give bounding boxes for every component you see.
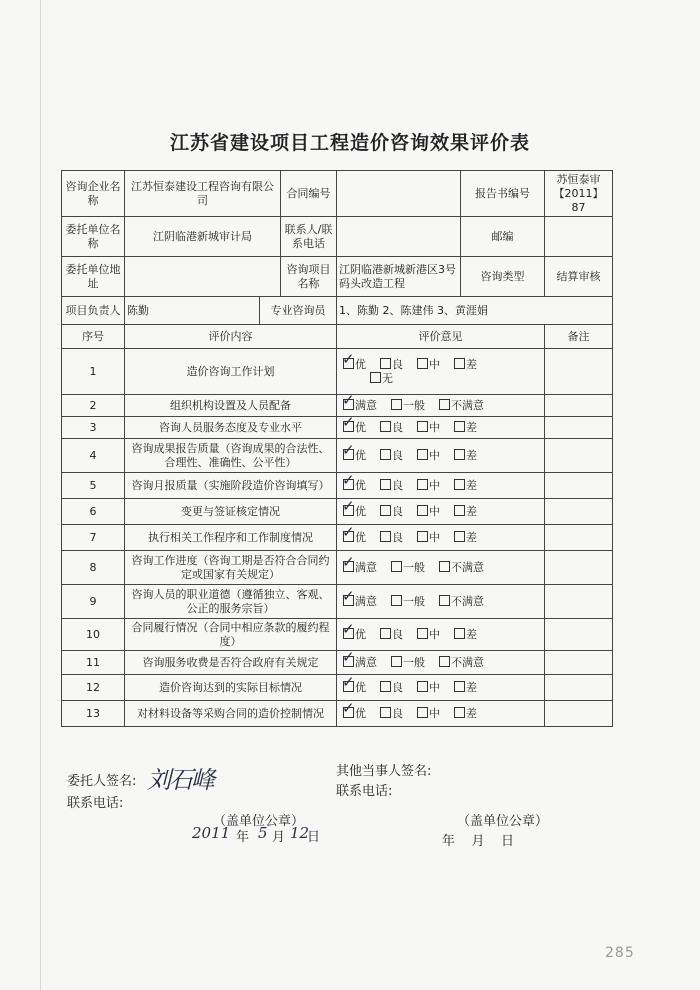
type-value: 结算审核 xyxy=(545,257,613,297)
checkbox[interactable] xyxy=(342,586,355,606)
rating-option-label: 优 xyxy=(355,420,366,434)
rating-option-label: 良 xyxy=(392,706,403,720)
firm-value: 江苏恒泰建设工程咨询有限公司 xyxy=(125,171,281,217)
checkbox[interactable] xyxy=(380,707,391,718)
client-phone-label: 联系电话: xyxy=(67,796,124,811)
rating-option[interactable] xyxy=(342,349,366,371)
row-item: 造价咨询工作计划 xyxy=(125,349,337,395)
page-number: 285 xyxy=(605,945,635,961)
client-date-day-char: 日 xyxy=(307,830,321,845)
rating-option[interactable] xyxy=(342,394,377,412)
rating-option-label: 良 xyxy=(392,504,403,518)
rating-option-label: 差 xyxy=(466,448,477,462)
check-mark-icon: ✓ xyxy=(342,472,355,489)
row-remark xyxy=(545,349,613,395)
client-stamp-note: （盖单位公章） xyxy=(213,814,305,829)
client-label: 委托单位名称 xyxy=(62,217,125,257)
row-item: 造价咨询达到的实际目标情况 xyxy=(125,675,337,701)
checkbox[interactable] xyxy=(380,531,391,542)
row-number: 1 xyxy=(62,349,125,395)
checkbox[interactable] xyxy=(380,358,391,369)
check-mark-icon: ✓ xyxy=(342,416,355,431)
client-date-month: 5 xyxy=(258,824,268,842)
client-date-day: 12 xyxy=(290,824,310,842)
rating-option[interactable] xyxy=(380,681,403,694)
firm-label: 咨询企业名称 xyxy=(62,171,125,217)
rating-option[interactable] xyxy=(417,707,440,720)
row-item: 咨询人员服务态度及专业水平 xyxy=(125,417,337,439)
rating-option[interactable] xyxy=(417,421,440,434)
row-opinion xyxy=(337,417,545,439)
checkbox[interactable] xyxy=(342,498,355,516)
rating-option-label: 差 xyxy=(466,478,477,492)
rating-option[interactable] xyxy=(439,656,484,669)
contact-label: 联系人/联系电话 xyxy=(281,217,337,257)
rating-option[interactable] xyxy=(370,372,393,385)
checkbox[interactable] xyxy=(417,628,428,639)
contract-label: 合同编号 xyxy=(281,171,337,217)
checkbox[interactable] xyxy=(342,619,355,639)
checkbox[interactable] xyxy=(380,505,391,516)
checkbox[interactable] xyxy=(454,505,465,516)
checkbox[interactable] xyxy=(417,707,428,718)
checkbox[interactable] xyxy=(454,681,465,692)
checkbox[interactable] xyxy=(439,561,450,572)
rating-option[interactable] xyxy=(454,707,477,720)
table-row xyxy=(62,417,613,439)
table-row xyxy=(62,349,613,395)
other-phone-label: 联系电话: xyxy=(336,784,393,799)
row-opinion xyxy=(337,473,545,499)
row-remark xyxy=(545,619,613,651)
checkbox[interactable] xyxy=(342,552,355,572)
client-date-year: 2011 xyxy=(192,824,231,842)
rating-option-label: 优 xyxy=(355,530,366,544)
lead-label: 项目负责人 xyxy=(62,297,125,325)
row-number: 3 xyxy=(62,417,125,439)
check-mark-icon: ✓ xyxy=(342,700,355,717)
rating-option-label: 优 xyxy=(355,706,366,720)
rating-option-label: 良 xyxy=(392,420,403,434)
rating-option[interactable] xyxy=(454,449,477,462)
row-number: 13 xyxy=(62,701,125,727)
rating-option[interactable] xyxy=(417,449,440,462)
rating-option-label: 不满意 xyxy=(451,594,484,608)
checkbox[interactable] xyxy=(454,707,465,718)
row-remark xyxy=(545,675,613,701)
rating-option-label: 一般 xyxy=(403,655,425,669)
checkbox[interactable] xyxy=(417,681,428,692)
row-remark xyxy=(545,701,613,727)
contract-value xyxy=(337,171,461,217)
check-mark-icon: ✓ xyxy=(342,440,355,459)
row-remark xyxy=(545,551,613,585)
rating-option[interactable] xyxy=(391,399,425,412)
checkbox[interactable] xyxy=(454,531,465,542)
row-number: 7 xyxy=(62,525,125,551)
rating-option-label: 中 xyxy=(429,504,440,518)
rating-option-label: 差 xyxy=(466,420,477,434)
rating-option-label: 满意 xyxy=(355,398,377,412)
check-mark-icon: ✓ xyxy=(342,349,355,368)
other-sign-label: 其他当事人签名: xyxy=(336,764,432,779)
row-opinion xyxy=(337,551,545,585)
rating-option[interactable] xyxy=(380,449,403,462)
document-title: 江苏省建设项目工程造价咨询效果评价表 xyxy=(169,132,530,154)
rating-option-label: 良 xyxy=(392,357,403,371)
rating-option[interactable] xyxy=(417,531,440,544)
table-row xyxy=(62,619,613,651)
checkbox[interactable] xyxy=(380,628,391,639)
rating-option[interactable] xyxy=(342,586,377,608)
rating-option[interactable] xyxy=(439,595,484,608)
rating-option-label: 差 xyxy=(466,530,477,544)
col-header-no: 序号 xyxy=(62,325,125,349)
row-remark xyxy=(545,499,613,525)
rating-option-label: 中 xyxy=(429,706,440,720)
rating-option-label: 优 xyxy=(355,357,366,371)
row-number: 9 xyxy=(62,585,125,619)
rating-option[interactable] xyxy=(417,628,440,641)
checkbox[interactable] xyxy=(417,505,428,516)
checkbox[interactable] xyxy=(391,656,402,667)
type-label: 咨询类型 xyxy=(461,257,545,297)
rating-option[interactable] xyxy=(454,681,477,694)
row-opinion xyxy=(337,619,545,651)
row-opinion xyxy=(337,651,545,675)
rating-option[interactable] xyxy=(391,595,425,608)
checkbox[interactable] xyxy=(342,394,355,410)
rating-option[interactable] xyxy=(391,656,425,669)
row-number: 11 xyxy=(62,651,125,675)
rating-option[interactable] xyxy=(454,505,477,518)
checkbox[interactable] xyxy=(342,524,355,542)
rating-option-label: 一般 xyxy=(403,560,425,574)
rating-option[interactable] xyxy=(342,498,366,518)
row-remark xyxy=(545,651,613,675)
checkbox[interactable] xyxy=(417,449,428,460)
lead-value: 陈勤 xyxy=(125,297,260,325)
handwritten-signature: 刘石峰 xyxy=(147,766,213,794)
table-row xyxy=(62,395,613,417)
checkbox[interactable] xyxy=(380,479,391,490)
col-header-opinion: 评价意见 xyxy=(337,325,545,349)
checkbox[interactable] xyxy=(417,479,428,490)
rating-option-label: 优 xyxy=(355,478,366,492)
row-opinion xyxy=(337,525,545,551)
row-item: 合同履行情况（合同中相应条款的履约程度） xyxy=(125,619,337,651)
rating-option[interactable] xyxy=(342,674,366,694)
row-item: 咨询成果报告质量（咨询成果的合法性、合理性、准确性、公平性） xyxy=(125,439,337,473)
row-remark xyxy=(545,395,613,417)
checkbox[interactable] xyxy=(342,472,355,490)
client-date-month-char: 月 xyxy=(272,830,286,845)
check-mark-icon: ✓ xyxy=(342,498,355,515)
row-item: 变更与签证核定情况 xyxy=(125,499,337,525)
rating-option[interactable] xyxy=(439,561,484,574)
rating-option-label: 中 xyxy=(429,448,440,462)
checkbox[interactable] xyxy=(342,700,355,718)
checkbox[interactable] xyxy=(342,416,355,432)
row-opinion xyxy=(337,701,545,727)
row-number: 12 xyxy=(62,675,125,701)
row-item: 对材料设备等采购合同的造价控制情况 xyxy=(125,701,337,727)
row-item: 咨询月报质量（实施阶段造价咨询填写） xyxy=(125,473,337,499)
rating-option-label: 满意 xyxy=(355,655,377,669)
checkbox[interactable] xyxy=(454,479,465,490)
table-row xyxy=(62,585,613,619)
row-opinion xyxy=(337,395,545,417)
table-row xyxy=(62,675,613,701)
other-date: 年 月 日 xyxy=(442,834,515,849)
checkbox[interactable] xyxy=(454,358,465,369)
row-remark xyxy=(545,417,613,439)
checkbox[interactable] xyxy=(380,449,391,460)
row-number: 4 xyxy=(62,439,125,473)
row-number: 5 xyxy=(62,473,125,499)
checkbox[interactable] xyxy=(417,531,428,542)
rating-option-label: 差 xyxy=(466,706,477,720)
row-opinion xyxy=(337,585,545,619)
rating-option[interactable] xyxy=(342,619,366,641)
rating-option[interactable] xyxy=(454,358,477,371)
check-mark-icon: ✓ xyxy=(342,524,355,541)
rating-option-label: 优 xyxy=(355,627,366,641)
rating-option-label: 中 xyxy=(429,478,440,492)
rating-option-label: 中 xyxy=(429,627,440,641)
rating-option[interactable] xyxy=(439,399,484,412)
project-label: 咨询项目名称 xyxy=(281,257,337,297)
client-value: 江阴临港新城审计局 xyxy=(125,217,281,257)
rating-option-label: 一般 xyxy=(403,594,425,608)
row-number: 2 xyxy=(62,395,125,417)
rating-option-label: 良 xyxy=(392,478,403,492)
check-mark-icon: ✓ xyxy=(342,394,355,409)
rating-option[interactable] xyxy=(342,700,366,720)
rating-option-label: 中 xyxy=(429,420,440,434)
rating-option[interactable] xyxy=(342,440,366,462)
table-row xyxy=(62,439,613,473)
row-number: 6 xyxy=(62,499,125,525)
table-row xyxy=(62,473,613,499)
checkbox[interactable] xyxy=(417,421,428,432)
rating-option[interactable] xyxy=(342,524,366,544)
rating-option[interactable] xyxy=(417,681,440,694)
col-header-item: 评价内容 xyxy=(125,325,337,349)
rating-option-label: 差 xyxy=(466,627,477,641)
row-opinion xyxy=(337,675,545,701)
rating-option[interactable] xyxy=(454,628,477,641)
row-item: 咨询工作进度（咨询工期是否符合合同约定或国家有关规定） xyxy=(125,551,337,585)
rating-option-label: 差 xyxy=(466,680,477,694)
rating-option[interactable] xyxy=(380,531,403,544)
row-opinion xyxy=(337,349,545,395)
checkbox[interactable] xyxy=(342,440,355,460)
table-row xyxy=(62,701,613,727)
table-row xyxy=(62,525,613,551)
rating-option-label: 良 xyxy=(392,627,403,641)
contact-value xyxy=(337,217,461,257)
row-remark xyxy=(545,585,613,619)
evaluation-table xyxy=(61,170,613,727)
row-remark xyxy=(545,525,613,551)
rating-option[interactable] xyxy=(342,472,366,492)
checkbox[interactable] xyxy=(439,399,450,410)
client-date-year-char: 年 xyxy=(236,830,250,845)
rating-option-label: 差 xyxy=(466,357,477,371)
rating-option[interactable] xyxy=(454,421,477,434)
rating-option-label: 满意 xyxy=(355,594,377,608)
checkbox[interactable] xyxy=(391,595,402,606)
rating-option[interactable] xyxy=(391,561,425,574)
rating-option-label: 中 xyxy=(429,530,440,544)
rating-option[interactable] xyxy=(342,650,377,669)
check-mark-icon: ✓ xyxy=(342,674,355,691)
row-number: 10 xyxy=(62,619,125,651)
checkbox[interactable] xyxy=(417,358,428,369)
row-item: 咨询服务收费是否符合政府有关规定 xyxy=(125,651,337,675)
checkbox[interactable] xyxy=(439,595,450,606)
row-number: 8 xyxy=(62,551,125,585)
check-mark-icon: ✓ xyxy=(342,650,355,666)
rating-option[interactable] xyxy=(380,628,403,641)
rating-option-label: 优 xyxy=(355,680,366,694)
checkbox[interactable] xyxy=(370,372,381,383)
table-row xyxy=(62,499,613,525)
rating-option[interactable] xyxy=(342,552,377,574)
report-value: 苏恒泰审【2011】87 xyxy=(545,171,613,217)
row-remark xyxy=(545,439,613,473)
rating-option-label: 良 xyxy=(392,448,403,462)
project-value: 江阴临港新城新港区3号码头改造工程 xyxy=(337,257,461,297)
rating-option[interactable] xyxy=(454,479,477,492)
col-header-remark: 备注 xyxy=(545,325,613,349)
rating-option-label: 差 xyxy=(466,504,477,518)
checkbox[interactable] xyxy=(380,421,391,432)
checkbox[interactable] xyxy=(454,421,465,432)
rating-option[interactable] xyxy=(417,358,440,371)
client-sign-label: 委托人签名: xyxy=(67,774,137,789)
rating-option-label: 中 xyxy=(429,680,440,694)
rating-option-label: 优 xyxy=(355,504,366,518)
rating-option-label: 不满意 xyxy=(451,560,484,574)
rating-option[interactable] xyxy=(417,479,440,492)
rating-option[interactable] xyxy=(417,505,440,518)
rating-option-label: 中 xyxy=(429,357,440,371)
checkbox[interactable] xyxy=(380,681,391,692)
rating-option-label: 不满意 xyxy=(451,655,484,669)
staff-label: 专业咨询员 xyxy=(260,297,337,325)
table-row xyxy=(62,551,613,585)
checkbox[interactable] xyxy=(342,674,355,692)
rating-option[interactable] xyxy=(342,416,366,434)
checkbox[interactable] xyxy=(454,449,465,460)
checkbox[interactable] xyxy=(391,561,402,572)
row-opinion xyxy=(337,499,545,525)
rating-option-label: 优 xyxy=(355,448,366,462)
rating-option[interactable] xyxy=(380,479,403,492)
rating-option-label: 良 xyxy=(392,680,403,694)
check-mark-icon: ✓ xyxy=(342,552,355,571)
rating-option-label: 良 xyxy=(392,530,403,544)
rating-option[interactable] xyxy=(454,531,477,544)
row-item: 组织机构设置及人员配备 xyxy=(125,395,337,417)
rating-option[interactable] xyxy=(380,505,403,518)
rating-option[interactable] xyxy=(380,707,403,720)
client-address-label: 委托单位地址 xyxy=(62,257,125,297)
rating-option-label: 满意 xyxy=(355,560,377,574)
checkbox[interactable] xyxy=(342,349,355,369)
postcode-value xyxy=(545,217,613,257)
checkbox[interactable] xyxy=(391,399,402,410)
row-item: 执行相关工作程序和工作制度情况 xyxy=(125,525,337,551)
checkbox[interactable] xyxy=(454,628,465,639)
rating-option-label: 不满意 xyxy=(451,398,484,412)
row-item: 咨询人员的职业道德（遵循独立、客观、公正的服务宗旨） xyxy=(125,585,337,619)
rating-option[interactable] xyxy=(380,421,403,434)
checkbox[interactable] xyxy=(342,650,355,667)
check-mark-icon: ✓ xyxy=(342,586,355,605)
postcode-label: 邮编 xyxy=(461,217,545,257)
row-opinion xyxy=(337,439,545,473)
rating-option-label: 无 xyxy=(382,371,393,385)
table-row xyxy=(62,651,613,675)
rating-option-label: 一般 xyxy=(403,398,425,412)
other-stamp-note: （盖单位公章） xyxy=(457,814,549,829)
report-label: 报告书编号 xyxy=(461,171,545,217)
row-remark xyxy=(545,473,613,499)
staff-value: 1、陈勤 2、陈建伟 3、黄涯娟 xyxy=(337,297,613,325)
checkbox[interactable] xyxy=(439,656,450,667)
check-mark-icon: ✓ xyxy=(342,619,355,638)
rating-option[interactable] xyxy=(380,358,403,371)
client-address-value xyxy=(125,257,281,297)
